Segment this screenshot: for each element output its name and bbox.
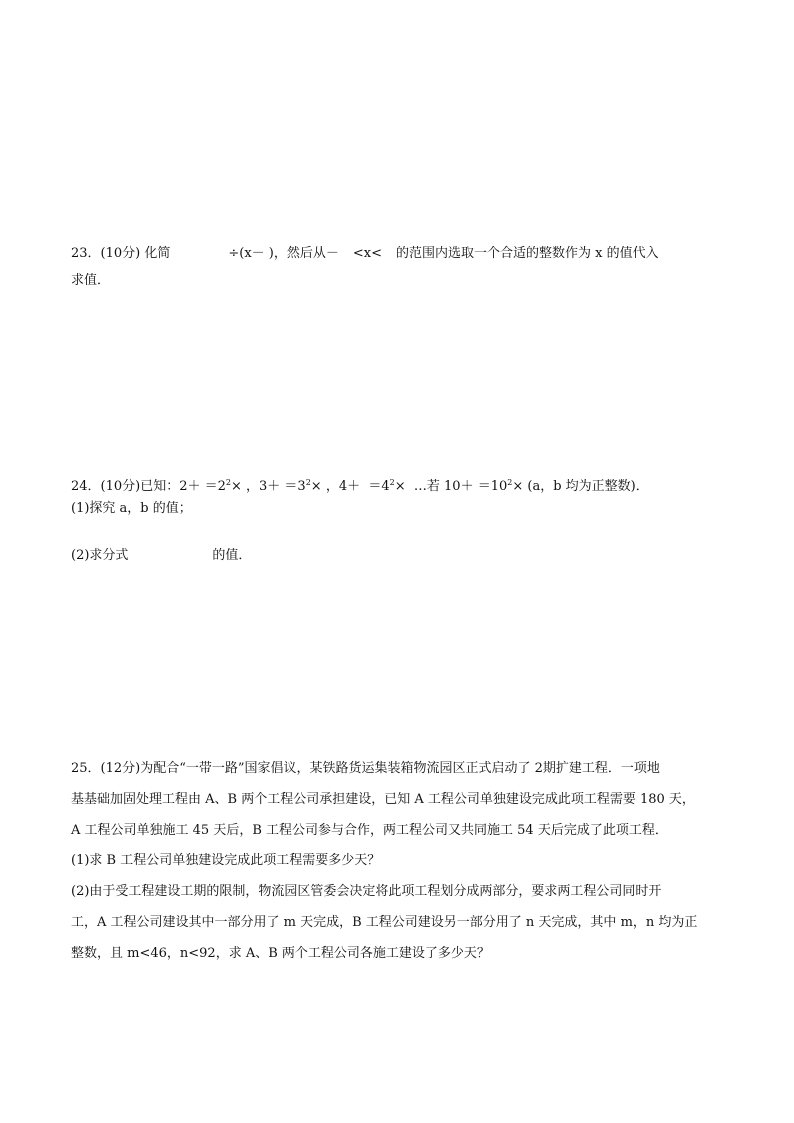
q25-line-7: 整数，且 m<46，n<92，求 A、B 两个工程公司各施工建设了多少天？: [71, 946, 490, 961]
q24-part-2: [71, 547, 251, 565]
q25-line-6: 工，A 工程公司建设其中一部分用了 m 天完成，B 工程公司建设另一部分用了 n 天完成，其中 m，n 均为正: [71, 915, 698, 930]
q24-text-2: × ，3＋ ＝3: [231, 479, 306, 494]
q24-line-1: [71, 474, 649, 496]
q25-line-4: (1)求 B 工程公司单独建设完成此项工程需要多少天？: [71, 853, 381, 868]
exponent: 2: [225, 478, 231, 487]
q25-line-2: 基基础加固处理工程由 A、B 两个工程公司承担建设，已知 A 工程公司单独建设完成此项工程需要 180 天，: [71, 792, 695, 807]
q25-line-5: (2)由于受工程建设工期的限制，物流园区管委会决定将此项工程划分成两部分，要求两工程公司同时开: [71, 884, 662, 899]
q24-part-1: (1)探究 a，b 的值；: [71, 501, 192, 516]
q25-line-1: 25．(12分)为配合“一带一路”国家倡议，某铁路货运集装箱物流园区正式启动了 2期扩建工程．一项地: [71, 761, 660, 776]
q23-text-3: <x<: [352, 246, 383, 261]
q23-line-1: [71, 245, 659, 263]
q24-text-4: × …若 10＋ ＝10: [394, 479, 508, 494]
exponent: 2: [305, 478, 311, 487]
q24-part-2-suffix: 的值．: [212, 548, 252, 563]
exponent: 2: [389, 478, 395, 487]
q23-text-1: 23．(10分) 化简: [71, 246, 171, 261]
q23-line-2: 求值．: [71, 273, 111, 288]
q23-text-2: ÷(x－ )，然后从－: [228, 246, 339, 261]
q24-part-2-prefix: (2)求分式: [71, 548, 129, 563]
q24-text-5: × (a，b 均为正整数)．: [512, 479, 649, 494]
exponent: 2: [507, 478, 513, 487]
q23-text-4: 的范围内选取一个合适的整数作为 x 的值代入: [396, 246, 659, 261]
q24-text-1: 24．(10分)已知：2＋ ＝2: [71, 479, 226, 494]
q25-line-3: A 工程公司单独施工 45 天后，B 工程公司参与合作，两工程公司又共同施工 54 天后完成了此项工程．: [71, 823, 668, 838]
q24-text-3: × ，4＋ ＝4: [310, 479, 390, 494]
